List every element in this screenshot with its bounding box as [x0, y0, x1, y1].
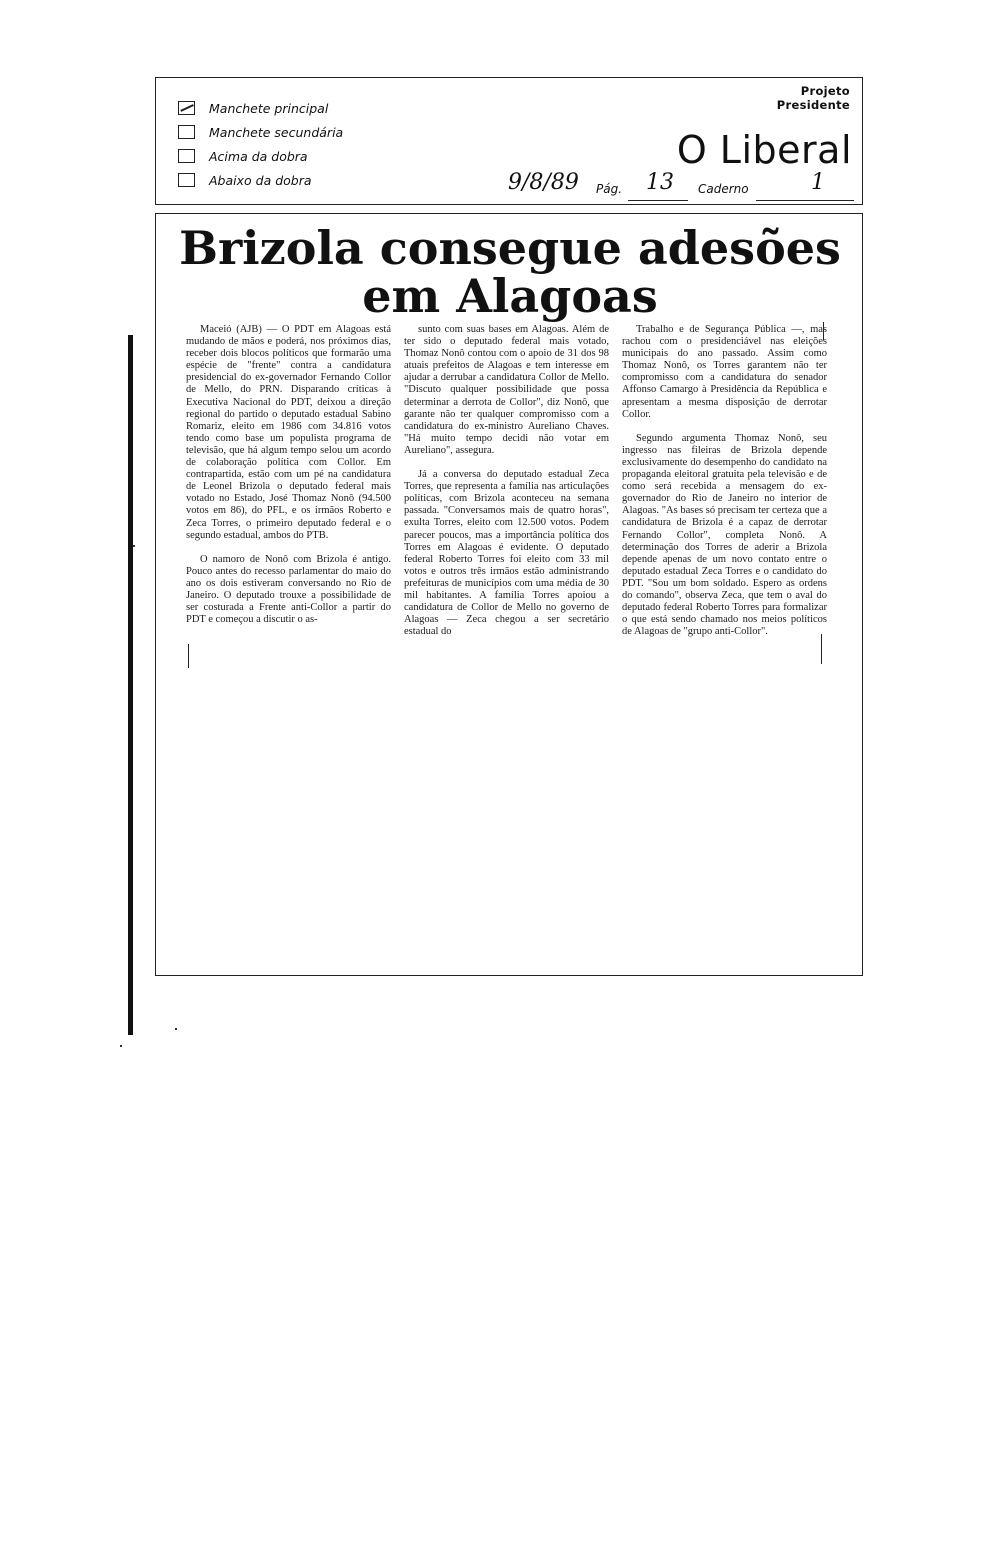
checkbox-icon — [178, 173, 195, 187]
check-label: Abaixo da dobra — [209, 172, 312, 188]
presidente-text: Presidente — [776, 98, 850, 112]
column-2 — [404, 324, 609, 650]
project-label — [777, 84, 850, 112]
paragraph: Maceió (AJB) — O PDT em Alagoas está mudando de mãos e poderá, nos próximos dias, receber dois blocos políticos que formarão uma espécie de "frente" contra a candidatura presidencial do ex-governador Fernando Collor de Mello, do PRN. Disparando críticas à Executiva Nacional do PDT, deixou a direção regional do partido o deputado estadual Sabino Romariz, eleito em 1986 com 34.816 votos tendo como base um populista programa de televisão, que há algum tempo selou um acordo de colaboração política com Collor. Em contrapartida, estão com um pé na candidatura de Leonel Brizola o deputado federal mais votado no Estado, José Thomaz Nonô (94.500 votos em 86), do PFL, e os irmãos Roberto e Zeca Torres, o primeiro deputado federal e o segundo estadual, ambos do PTB. — [186, 324, 391, 541]
clip-bracket-bottom-left — [188, 644, 195, 668]
column-1 — [186, 324, 391, 638]
paragraph: sunto com suas bases em Alagoas. Além de ter sido o deputado federal mais votado, Thomaz Nonô contou com o apoio de 31 dos 98 atuais prefeitos de Alagoas e tem interesse em ajudar a derrubar a candidatura Collor de Mello. "Discuto qualquer possibilidade que possa determinar a derrota de Collor", diz Nonô, que garante não ter qualquer compromisso com a candidatura do ex-ministro Aureliano Chaves. "Há muito tempo decidi não votar em Aureliano", assegura. — [404, 324, 609, 456]
pag-label: Pág. — [596, 182, 623, 196]
clip-bracket-top-right — [823, 322, 830, 340]
checked-box-icon — [178, 101, 195, 115]
date-handwritten: 9/8/89 — [508, 170, 579, 195]
clip-bracket-bottom-right — [815, 634, 822, 664]
checkbox-icon — [178, 149, 195, 163]
scan-speck — [120, 1045, 122, 1047]
article-body — [186, 324, 846, 894]
placement-checklist — [178, 96, 343, 192]
paragraph: Trabalho e de Segurança Pública —, mas rachou com o presidenciável nas eleições municipais do ano passado. Assim como Thomaz Nonô, os Torres garantem não ter compromisso com a candidatura do senador Affonso Camargo à Presidência da República e apresentam a mesma disposição de derrotar Collor. — [622, 324, 827, 420]
check-item-manchete-secundaria — [178, 120, 343, 144]
check-label: Acima da dobra — [209, 148, 308, 164]
caderno-label: Caderno — [698, 182, 749, 196]
check-label: Manchete secundária — [209, 124, 344, 140]
checkbox-icon — [178, 125, 195, 139]
paragraph: O namoro de Nonô com Brizola é antigo. Pouco antes do recesso parlamentar do maio do ano os dois estiveram conversando no Rio de Janeiro. O deputado trouxe a possibilidade de ser costurada a Frente anti-Collor a partir do PDT e começou a discutir o as- — [186, 553, 391, 626]
scan-speck — [175, 1028, 177, 1030]
check-item-manchete-principal — [178, 96, 343, 120]
headline-line-2: em Alagoas — [362, 269, 658, 323]
column-3 — [622, 324, 827, 650]
pag-value: 13 — [646, 170, 674, 195]
date-page-line — [508, 170, 856, 198]
check-item-acima-da-dobra — [178, 144, 343, 168]
article-clipping — [155, 213, 863, 976]
headline-line-1: Brizola consegue adesões — [179, 221, 841, 275]
check-label: Manchete principal — [209, 100, 329, 116]
margin-rule — [128, 335, 133, 1035]
projeto-text: Projeto — [800, 84, 850, 98]
clipping-header — [155, 77, 863, 205]
caderno-value: 1 — [811, 170, 825, 195]
paragraph: Já a conversa do deputado estadual Zeca Torres, que representa a família nas articulações políticas, com Brizola aconteceu na semana passada. "Conversamos mais de quatro horas", exulta Torres, eleito com 12.500 votos. Podem parecer poucos, mas a importância política dos Torres em Alagoas é evidente. O deputado federal Roberto Torres foi eleito com 33 mil votos e outros três irmãos estão administrando prefeituras de municípios com uma média de 30 mil habitantes. A família Torres apoiou a candidatura de Collor de Mello no governo de Alagoas — Zeca chegou a ser secretário estadual do — [404, 469, 609, 638]
pag-underline — [628, 200, 688, 201]
paragraph: Segundo argumenta Thomaz Nonô, seu ingresso nas fileiras de Brizola depende exclusivamente do desempenho do candidato na propaganda eleitoral gratuita pela televisão e de como será recebida a mensagem do ex-governador do Rio de Janeiro no interior de Alagoas. "As bases só precisam ter certeza que a candidatura de Brizola é a capaz de derrotar Fernando Collor", completa Nonô. A determinação dos Torres de aderir a Brizola depende apenas de um novo contato entre o deputado estadual Zeca Torres e o candidato do PDT. "Sou um bom soldado. Espero as ordens do comando", observa Zeca, que tem o aval do deputado federal Roberto Torres para formalizar o que está sendo chamado nos meios políticos de Alagoas de "grupo anti-Collor". — [622, 432, 827, 638]
newspaper-name: O Liberal — [676, 128, 852, 172]
caderno-underline — [756, 200, 854, 201]
scan-speck — [133, 545, 135, 547]
check-item-abaixo-da-dobra — [178, 168, 343, 192]
